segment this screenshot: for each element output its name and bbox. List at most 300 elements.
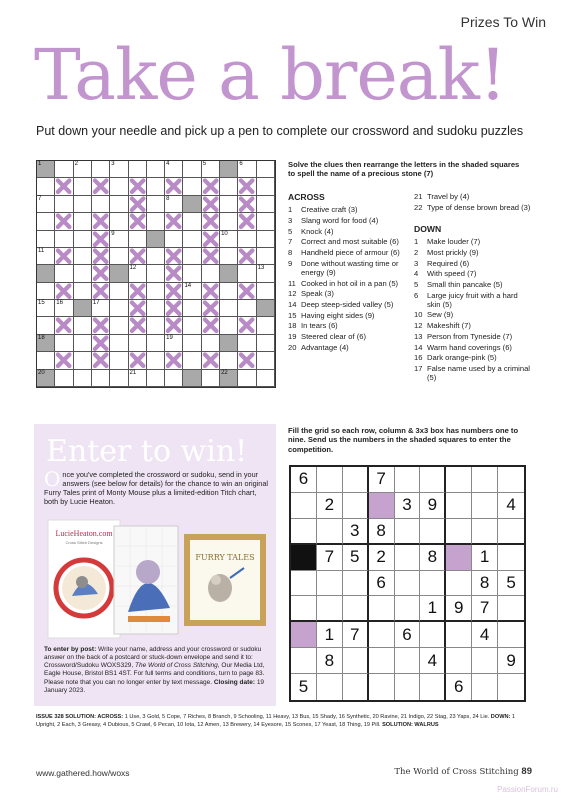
- crossword-cell: [202, 196, 220, 213]
- crossword-cell: [55, 283, 73, 300]
- crossword-cell[interactable]: [37, 265, 55, 282]
- crossword-cell: [165, 265, 183, 282]
- clue-number: 1: [288, 205, 293, 215]
- cross-stitch-icon: [92, 231, 109, 247]
- sudoku-cell[interactable]: [420, 519, 446, 545]
- crossword-cell[interactable]: [74, 248, 92, 265]
- cross-stitch-icon: [202, 196, 219, 212]
- crossword-cell[interactable]: [165, 196, 183, 213]
- cross-stitch-icon: [202, 231, 219, 247]
- clue-number: 7: [288, 237, 293, 247]
- clue-number: 17: [92, 300, 100, 307]
- clue-number: 12: [414, 321, 423, 331]
- crossword-cell[interactable]: [147, 335, 165, 352]
- crossword-cell[interactable]: [147, 213, 165, 230]
- sudoku-cell[interactable]: [446, 622, 472, 648]
- crossword-cell[interactable]: [220, 248, 238, 265]
- clue-number: 19: [288, 332, 297, 342]
- sudoku-cell[interactable]: [395, 648, 421, 674]
- crossword-cell[interactable]: [147, 352, 165, 369]
- crossword-cell[interactable]: [147, 248, 165, 265]
- postal-label: To enter by post:: [44, 646, 97, 653]
- crossword-cell[interactable]: [110, 335, 128, 352]
- crossword-cell[interactable]: [110, 231, 128, 248]
- sudoku-cell[interactable]: [395, 467, 421, 493]
- sudoku-cell: 9: [420, 493, 446, 519]
- sudoku-cell[interactable]: [343, 571, 369, 597]
- crossword-cell[interactable]: [147, 317, 165, 334]
- crossword-cell[interactable]: [202, 265, 220, 282]
- sudoku-cell[interactable]: [291, 571, 317, 597]
- sudoku-cell[interactable]: [343, 596, 369, 622]
- sudoku-cell[interactable]: [291, 596, 317, 622]
- crossword-cell[interactable]: [74, 213, 92, 230]
- brand-logo-subtext: Cross Stitch Designs: [65, 540, 103, 545]
- crossword-cell[interactable]: [147, 178, 165, 195]
- sudoku-cell[interactable]: [420, 622, 446, 648]
- crossword-cell: [202, 300, 220, 317]
- sudoku-cell[interactable]: [498, 596, 524, 622]
- clue-text: Handheld piece of armour (6): [301, 248, 400, 258]
- crossword-cell[interactable]: [110, 317, 128, 334]
- cross-stitch-icon: [238, 213, 255, 229]
- crossword-cell: [92, 265, 110, 282]
- crossword-cell: [202, 283, 220, 300]
- sudoku-cell[interactable]: [395, 545, 421, 571]
- clue-number: 8: [166, 195, 170, 202]
- crossword-cell[interactable]: [74, 196, 92, 213]
- crossword-cell[interactable]: [110, 300, 128, 317]
- down-heading: DOWN: [414, 223, 442, 234]
- crossword-cell[interactable]: [220, 283, 238, 300]
- crossword-cell[interactable]: [110, 161, 128, 178]
- crossword-cell[interactable]: [220, 161, 238, 178]
- sudoku-cell[interactable]: [420, 674, 446, 700]
- clue-text: Required (6): [427, 258, 470, 268]
- crossword-cell[interactable]: [220, 196, 238, 213]
- sudoku-cell: 9: [446, 596, 472, 622]
- crossword-cell: [55, 352, 73, 369]
- crossword-cell[interactable]: [257, 196, 275, 213]
- cross-stitch-icon: [165, 317, 182, 333]
- crossword-cell[interactable]: [202, 335, 220, 352]
- sudoku-cell[interactable]: [420, 467, 446, 493]
- clue-text: Creative craft (3): [301, 205, 358, 215]
- cross-stitch-icon: [92, 178, 109, 194]
- crossword-cell[interactable]: [129, 161, 147, 178]
- sudoku-cell[interactable]: [291, 545, 317, 571]
- crossword-cell[interactable]: [147, 196, 165, 213]
- sudoku-cell[interactable]: [369, 674, 395, 700]
- crossword-cell[interactable]: [220, 317, 238, 334]
- sudoku-cell[interactable]: [317, 596, 343, 622]
- crossword-cell: [55, 178, 73, 195]
- crossword-cell[interactable]: [165, 335, 183, 352]
- clue-item: [288, 205, 406, 214]
- sudoku-cell[interactable]: [343, 674, 369, 700]
- crossword-cell[interactable]: [220, 213, 238, 230]
- clue-item: [288, 237, 406, 246]
- sudoku-cell[interactable]: [291, 648, 317, 674]
- clue-item: [414, 343, 532, 352]
- crossword-cell[interactable]: [110, 370, 128, 387]
- sudoku-cell[interactable]: [472, 519, 498, 545]
- clue-number: 3: [111, 161, 115, 167]
- cross-stitch-icon: [129, 317, 146, 333]
- crossword-grid[interactable]: [36, 160, 276, 388]
- clue-item: [288, 227, 406, 236]
- sudoku-cell: 6: [291, 467, 317, 493]
- crossword-cell[interactable]: [129, 335, 147, 352]
- crossword-cell[interactable]: [147, 300, 165, 317]
- sudoku-cell[interactable]: [472, 674, 498, 700]
- clue-number: 15: [288, 310, 297, 320]
- crossword-cell[interactable]: [37, 283, 55, 300]
- crossword-cell[interactable]: [220, 370, 238, 387]
- crossword-cell[interactable]: [74, 231, 92, 248]
- crossword-cell[interactable]: [220, 352, 238, 369]
- clue-number: 14: [414, 342, 423, 352]
- sudoku-cell[interactable]: [369, 648, 395, 674]
- clue-number: 8: [288, 248, 293, 258]
- clue-number: 14: [184, 282, 192, 289]
- clue-number: 15: [38, 300, 45, 307]
- sudoku-cell[interactable]: [498, 674, 524, 700]
- cross-stitch-icon: [202, 283, 219, 299]
- crossword-cell[interactable]: [37, 300, 55, 317]
- sudoku-instruction: Fill the grid so each row, column & 3x3 box has numbers one to nine. Send us the numbers in the shaded squares to enter the competition.: [288, 426, 519, 454]
- sudoku-cell[interactable]: [343, 493, 369, 519]
- crossword-cell[interactable]: [220, 335, 238, 352]
- sudoku-cell[interactable]: [369, 622, 395, 648]
- sudoku-cell[interactable]: [343, 648, 369, 674]
- crossword-cell[interactable]: [110, 352, 128, 369]
- sudoku-cell: 6: [369, 571, 395, 597]
- crossword-cell[interactable]: [92, 370, 110, 387]
- previous-solution: [36, 714, 530, 729]
- crossword-cell: [238, 317, 256, 334]
- crossword-cell: [92, 213, 110, 230]
- sudoku-cell[interactable]: [395, 596, 421, 622]
- crossword-cell[interactable]: [129, 231, 147, 248]
- sudoku-cell[interactable]: [317, 571, 343, 597]
- sudoku-cell[interactable]: [291, 493, 317, 519]
- crossword-cell[interactable]: [183, 335, 201, 352]
- crossword-cell: [129, 352, 147, 369]
- sudoku-cell[interactable]: [446, 519, 472, 545]
- sudoku-cell: 3: [343, 519, 369, 545]
- clue-text: Large juicy fruit with a hard skin (5): [427, 290, 518, 309]
- clue-number: 2: [414, 247, 419, 257]
- crossword-cell: [165, 213, 183, 230]
- crossword-cell[interactable]: [183, 352, 201, 369]
- crossword-cell[interactable]: [183, 248, 201, 265]
- clue-text: Makeshift (7): [427, 321, 471, 331]
- crossword-cell[interactable]: [183, 231, 201, 248]
- clue-number: 16: [56, 300, 63, 307]
- clue-item: [414, 248, 532, 257]
- crossword-cell[interactable]: [257, 231, 275, 248]
- crossword-cell[interactable]: [238, 265, 256, 282]
- crossword-cell[interactable]: [37, 231, 55, 248]
- crossword-cell[interactable]: [92, 300, 110, 317]
- crossword-cell[interactable]: [129, 370, 147, 387]
- sudoku-cell[interactable]: [317, 674, 343, 700]
- cross-stitch-icon: [55, 352, 72, 368]
- crossword-cell[interactable]: [220, 231, 238, 248]
- sudoku-cell[interactable]: [343, 467, 369, 493]
- sudoku-cell[interactable]: [472, 648, 498, 674]
- closing-date: 19 January 2023.: [44, 678, 265, 694]
- cross-stitch-icon: [129, 178, 146, 194]
- sudoku-cell[interactable]: [472, 467, 498, 493]
- crossword-cell[interactable]: [238, 335, 256, 352]
- clue-item: [288, 332, 406, 341]
- crossword-cell: [129, 248, 147, 265]
- across-clues: [288, 192, 406, 354]
- crossword-cell[interactable]: [92, 196, 110, 213]
- crossword-cell[interactable]: [129, 265, 147, 282]
- clue-number: 13: [257, 265, 265, 272]
- cross-stitch-icon: [92, 352, 109, 368]
- sudoku-cell[interactable]: [369, 596, 395, 622]
- crossword-cell[interactable]: [202, 370, 220, 387]
- crossword-cell[interactable]: [257, 248, 275, 265]
- crossword-cell: [55, 317, 73, 334]
- clue-item: [288, 248, 406, 257]
- clue-text: Type of dense brown bread (3): [427, 202, 531, 212]
- crossword-cell[interactable]: [257, 335, 275, 352]
- clue-text: Dark orange-pink (5): [427, 353, 497, 363]
- cross-stitch-icon: [165, 352, 182, 368]
- crossword-cell[interactable]: [238, 231, 256, 248]
- crossword-cell[interactable]: [37, 178, 55, 195]
- crossword-cell: [238, 178, 256, 195]
- clue-number: 6: [414, 290, 419, 300]
- crossword-cell[interactable]: [238, 161, 256, 178]
- crossword-cell[interactable]: [74, 283, 92, 300]
- sudoku-cell: 8: [472, 571, 498, 597]
- clue-number: 21: [129, 369, 137, 376]
- crossword-cell[interactable]: [74, 265, 92, 282]
- cross-stitch-icon: [129, 283, 146, 299]
- crossword-cell[interactable]: [55, 161, 73, 178]
- crossword-cell[interactable]: [183, 213, 201, 230]
- clue-number: 5: [202, 161, 207, 167]
- page-number: 89: [521, 766, 532, 777]
- crossword-cell[interactable]: [37, 335, 55, 352]
- crossword-cell[interactable]: [74, 370, 92, 387]
- crossword-cell[interactable]: [37, 317, 55, 334]
- clue-number: 10: [414, 310, 423, 320]
- sudoku-cell[interactable]: [369, 493, 395, 519]
- cross-stitch-icon: [92, 265, 109, 281]
- crossword-cell[interactable]: [257, 352, 275, 369]
- sudoku-cell[interactable]: [291, 622, 317, 648]
- crossword-cell: [202, 213, 220, 230]
- page-title: Take a break!: [34, 34, 507, 116]
- crossword-cell[interactable]: [74, 317, 92, 334]
- closing-label: Closing date:: [213, 678, 256, 686]
- crossword-cell[interactable]: [238, 300, 256, 317]
- crossword-cell[interactable]: [55, 335, 73, 352]
- clue-item: [414, 332, 532, 341]
- cross-stitch-icon: [129, 213, 146, 229]
- crossword-cell[interactable]: [110, 248, 128, 265]
- cross-stitch-icon: [92, 213, 109, 229]
- cross-stitch-icon: [165, 178, 182, 194]
- across-heading: ACROSS: [288, 192, 325, 202]
- sudoku-cell[interactable]: [317, 519, 343, 545]
- sudoku-cell[interactable]: [446, 571, 472, 597]
- prize-intro-text: nce you've completed the crossword or sudoku, send in your answers (see below for details) for the chance to win an original Furry Tales print of Monty Mouse plus a limited-edition Titch chart, both by Lucie Heaton.: [44, 470, 269, 507]
- crossword-cell[interactable]: [55, 196, 73, 213]
- crossword-cell[interactable]: [147, 265, 165, 282]
- across-clues-continued: [414, 192, 532, 384]
- sudoku-cell[interactable]: [395, 674, 421, 700]
- clue-number: 9: [288, 258, 293, 268]
- crossword-cell[interactable]: [55, 265, 73, 282]
- crossword-cell[interactable]: [257, 300, 275, 317]
- crossword-cell[interactable]: [257, 317, 275, 334]
- crossword-cell[interactable]: [37, 161, 55, 178]
- sudoku-cell: 1: [317, 622, 343, 648]
- crossword-cell[interactable]: [110, 283, 128, 300]
- crossword-cell[interactable]: [55, 300, 73, 317]
- crossword-cell[interactable]: [257, 213, 275, 230]
- crossword-cell[interactable]: [165, 161, 183, 178]
- crossword-cell[interactable]: [74, 161, 92, 178]
- crossword-cell[interactable]: [183, 370, 201, 387]
- crossword-cell[interactable]: [183, 317, 201, 334]
- crossword-cell[interactable]: [74, 300, 92, 317]
- crossword-cell: [129, 317, 147, 334]
- clue-item: [288, 300, 406, 309]
- sudoku-cell[interactable]: [498, 622, 524, 648]
- crossword-cell[interactable]: [37, 370, 55, 387]
- cross-stitch-icon: [238, 283, 255, 299]
- crossword-cell[interactable]: [257, 265, 275, 282]
- sudoku-cell[interactable]: [446, 648, 472, 674]
- crossword-cell[interactable]: [110, 178, 128, 195]
- crossword-cell[interactable]: [220, 300, 238, 317]
- sudoku-cell[interactable]: [446, 493, 472, 519]
- sudoku-cell[interactable]: [446, 545, 472, 571]
- sudoku-cell[interactable]: [446, 467, 472, 493]
- clue-item: [288, 216, 406, 225]
- clue-number: 5: [288, 226, 293, 236]
- sudoku-cell: 6: [395, 622, 421, 648]
- cross-stitch-icon: [202, 248, 219, 264]
- sudoku-cell: 4: [498, 493, 524, 519]
- crossword-cell[interactable]: [238, 370, 256, 387]
- crossword-cell[interactable]: [183, 161, 201, 178]
- crossword-cell[interactable]: [55, 370, 73, 387]
- crossword-cell[interactable]: [147, 283, 165, 300]
- crossword-cell[interactable]: [110, 196, 128, 213]
- crossword-cell[interactable]: [257, 161, 275, 178]
- crossword-cell[interactable]: [147, 161, 165, 178]
- sudoku-cell: 5: [291, 674, 317, 700]
- cross-stitch-icon: [238, 248, 255, 264]
- cross-stitch-icon: [165, 300, 182, 316]
- footer-url[interactable]: www.gathered.how/woxs: [36, 768, 130, 778]
- crossword-cell[interactable]: [74, 352, 92, 369]
- watermark: PassionForum.ru: [497, 785, 558, 794]
- crossword-cell: [129, 300, 147, 317]
- crossword-cell[interactable]: [220, 178, 238, 195]
- crossword-cell[interactable]: [37, 248, 55, 265]
- crossword-cell[interactable]: [147, 231, 165, 248]
- clue-number: 21: [414, 192, 423, 201]
- section-label: Prizes To Win: [460, 14, 546, 30]
- crossword-cell: [238, 283, 256, 300]
- crossword-cell[interactable]: [74, 335, 92, 352]
- sudoku-cell: 7: [472, 596, 498, 622]
- crossword-cell[interactable]: [202, 161, 220, 178]
- clue-text: Deep steep-sided valley (5): [301, 300, 394, 310]
- crossword-cell[interactable]: [165, 370, 183, 387]
- crossword-cell[interactable]: [110, 213, 128, 230]
- crossword-cell: [92, 231, 110, 248]
- clue-text: False name used by a criminal (5): [427, 363, 530, 383]
- sudoku-cell[interactable]: [420, 571, 446, 597]
- crossword-cell[interactable]: [220, 265, 238, 282]
- sudoku-cell[interactable]: [498, 519, 524, 545]
- crossword-cell[interactable]: [257, 178, 275, 195]
- crossword-cell[interactable]: [37, 196, 55, 213]
- clue-text: Sew (9): [427, 310, 454, 320]
- crossword-cell[interactable]: [110, 265, 128, 282]
- crossword-cell[interactable]: [183, 178, 201, 195]
- clue-number: 12: [129, 265, 137, 272]
- clue-item: [414, 321, 532, 330]
- sudoku-cell[interactable]: [291, 519, 317, 545]
- sudoku-cell[interactable]: [498, 467, 524, 493]
- crossword-cell[interactable]: [183, 265, 201, 282]
- sudoku-cell[interactable]: [395, 519, 421, 545]
- crossword-cell: [202, 352, 220, 369]
- crossword-cell[interactable]: [147, 370, 165, 387]
- prize-panel: [34, 424, 276, 706]
- crossword-cell: [129, 178, 147, 195]
- page-subtitle: Put down your needle and pick up a pen to complete our crossword and sudoku puzzles: [36, 124, 524, 138]
- crossword-cell[interactable]: [257, 283, 275, 300]
- crossword-cell: [129, 283, 147, 300]
- crossword-cell[interactable]: [37, 213, 55, 230]
- crossword-cell: [92, 335, 110, 352]
- sudoku-cell[interactable]: [498, 545, 524, 571]
- crossword-cell[interactable]: [183, 196, 201, 213]
- clue-number: 3: [288, 216, 293, 226]
- crossword-cell[interactable]: [257, 370, 275, 387]
- sudoku-cell[interactable]: [472, 493, 498, 519]
- crossword-cell[interactable]: [165, 231, 183, 248]
- clue-text: Travel by (4): [427, 192, 470, 201]
- crossword-cell[interactable]: [74, 178, 92, 195]
- cross-stitch-icon: [55, 213, 72, 229]
- sudoku-cell[interactable]: [395, 571, 421, 597]
- sudoku-grid[interactable]: [289, 465, 526, 702]
- clue-item: [414, 203, 532, 212]
- crossword-cell[interactable]: [92, 161, 110, 178]
- crossword-cell[interactable]: [55, 231, 73, 248]
- crossword-cell[interactable]: [183, 283, 201, 300]
- crossword-cell[interactable]: [37, 352, 55, 369]
- clue-text: Knock (4): [301, 226, 334, 236]
- crossword-cell[interactable]: [183, 300, 201, 317]
- sudoku-cell[interactable]: [317, 467, 343, 493]
